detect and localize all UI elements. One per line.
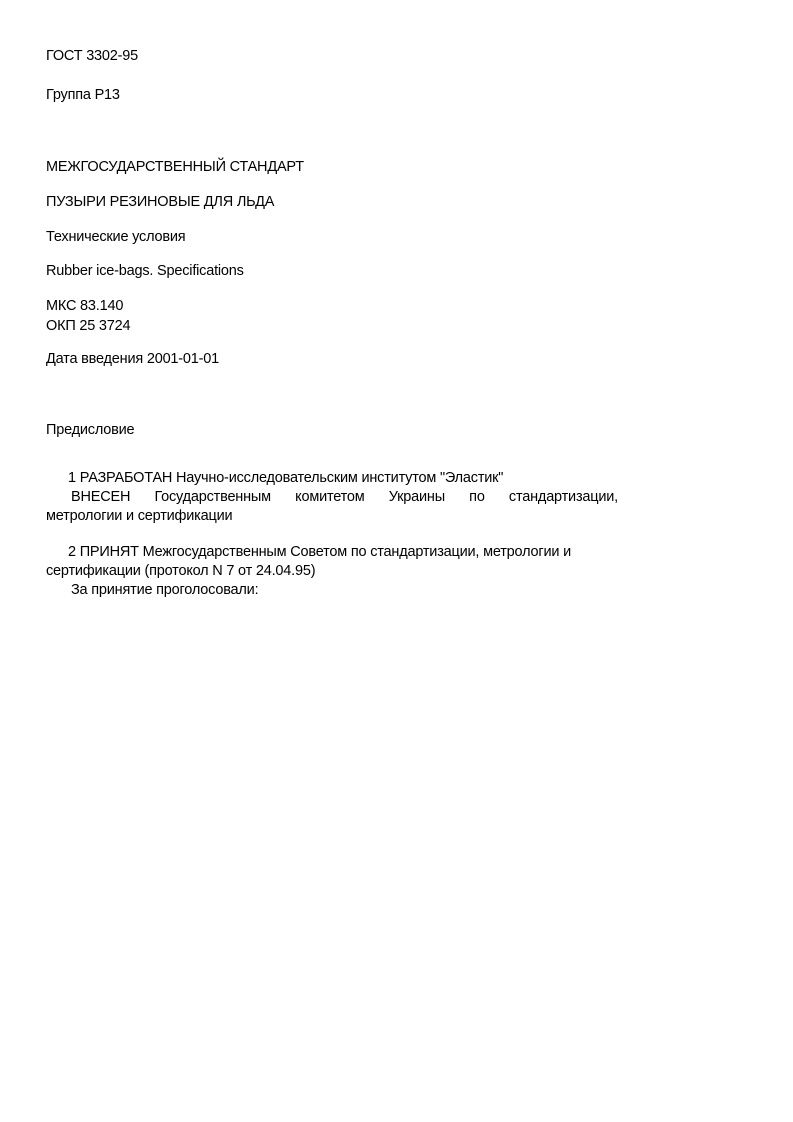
english-title: Rubber ice-bags. Specifications: [46, 263, 244, 279]
preface-item-2-line-2: сертификации (протокол N 7 от 24.04.95): [46, 563, 316, 579]
group-code: Группа Р13: [46, 87, 120, 103]
preface-item-1: [46, 469, 618, 526]
preface-item-2-line-1: 2 ПРИНЯТ Межгосударственным Советом по стандартизации, метрологии и: [68, 544, 571, 560]
preface-item-1-line-3: метрологии и сертификации: [46, 508, 233, 524]
introduction-date: Дата введения 2001-01-01: [46, 351, 220, 367]
standard-number: ГОСТ 3302-95: [46, 48, 139, 64]
preface-item-2-line-3: За принятие проголосовали:: [71, 582, 259, 598]
mks-code: МКС 83.140: [46, 298, 124, 314]
preface-item-2: [46, 543, 618, 600]
preface-heading: Предисловие: [46, 422, 135, 438]
document-title: ПУЗЫРИ РЕЗИНОВЫЕ ДЛЯ ЛЬДА: [46, 194, 275, 210]
preface-item-1-line-2: ВНЕСЕН Государственным комитетом Украины по стандартизации,: [71, 489, 618, 505]
standard-category: МЕЖГОСУДАРСТВЕННЫЙ СТАНДАРТ: [46, 159, 304, 175]
document-subtitle: Технические условия: [46, 229, 186, 245]
okp-code: ОКП 25 3724: [46, 318, 131, 334]
preface-item-1-line-1: 1 РАЗРАБОТАН Научно-исследовательским институтом "Эластик": [68, 470, 504, 486]
